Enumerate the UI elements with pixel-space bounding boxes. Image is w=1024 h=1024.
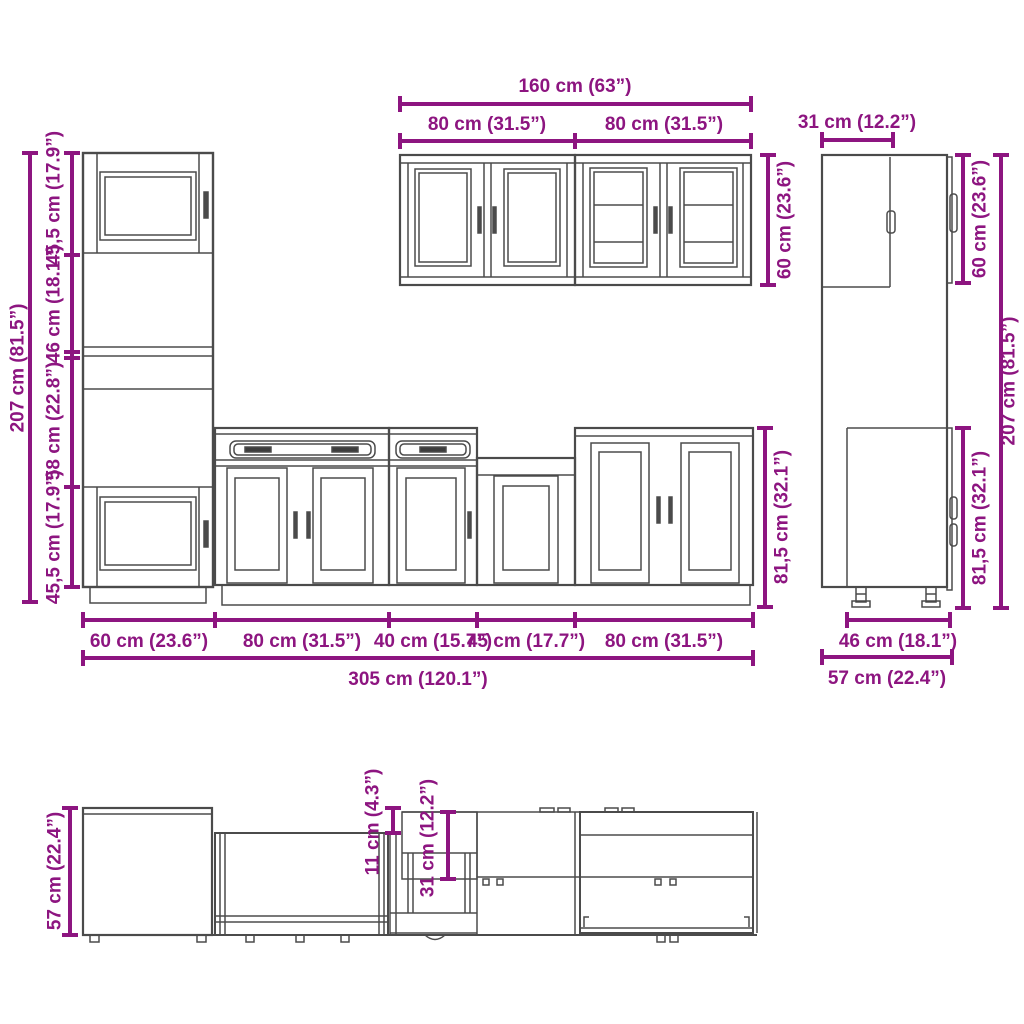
wall-right-handle-2 xyxy=(669,207,672,233)
tall-top-door-handle xyxy=(204,192,208,218)
dim-label-base-width-60: 60 cm (23.6”) xyxy=(89,631,209,652)
base-80b-handle-2 xyxy=(669,497,672,523)
dim-label-tall-total-height: 207 cm (81.5”) xyxy=(7,303,29,433)
side-view xyxy=(822,155,957,607)
dim-line-side-base-height xyxy=(955,428,971,608)
base-row-plinth xyxy=(222,585,750,605)
drawer-handle-3 xyxy=(420,447,446,452)
dim-line-wall-segments xyxy=(400,133,751,149)
wall-left-handle-2 xyxy=(493,207,496,233)
dim-line-base-total xyxy=(83,650,753,666)
base-40-handle xyxy=(468,512,471,538)
tall-bottom-door-handle xyxy=(204,521,208,547)
plan-tall-cabinet xyxy=(83,808,212,942)
linework xyxy=(83,153,957,942)
dim-label-side-depth-top: 31 cm (12.2”) xyxy=(797,112,917,133)
dim-label-tall-seg-middle: 58 cm (22.8”) xyxy=(43,361,65,481)
dim-line-plan-inner xyxy=(440,812,456,879)
plan-base-80-doors xyxy=(580,808,757,942)
dim-label-base-width-40: 40 cm (15.7”) xyxy=(373,631,493,652)
drawer-handle-2 xyxy=(332,447,358,452)
plan-base-45 xyxy=(477,808,580,935)
base-cabinet-80-doors xyxy=(575,428,753,585)
dim-label-side-base-depth: 46 cm (18.1”) xyxy=(838,631,958,652)
dimension-lines xyxy=(22,96,1009,935)
dim-label-base-width-45: 45 cm (17.7”) xyxy=(466,631,586,652)
base-80b-handle-1 xyxy=(657,497,660,523)
dim-line-side-base-depth xyxy=(847,612,950,628)
dim-label-base-width-80b: 80 cm (31.5”) xyxy=(604,631,724,652)
dim-line-left-segments xyxy=(64,153,80,587)
base-80-handle-2 xyxy=(307,512,310,538)
dim-line-wall-total xyxy=(400,96,751,112)
dim-label-tall-seg-open: 46 cm (18.1”) xyxy=(43,244,65,364)
wall-right-glass-door-1 xyxy=(590,168,647,267)
wall-right-glass-door-2 xyxy=(680,168,737,267)
tall-plinth xyxy=(90,587,206,603)
base-cabinet-40 xyxy=(389,428,477,585)
dim-label-base-height: 81,5 cm (32.1”) xyxy=(771,449,793,585)
dim-label-plan-inner: 31 cm (12.2”) xyxy=(417,778,439,898)
tall-top-door xyxy=(100,172,208,240)
wall-cabinets-front xyxy=(400,155,751,285)
dim-label-wall-height: 60 cm (23.6”) xyxy=(774,160,796,280)
dim-label-side-total-height: 207 cm (81.5”) xyxy=(998,316,1020,446)
base-80-handle-1 xyxy=(294,512,297,538)
dim-label-wall-left-width: 80 cm (31.5”) xyxy=(427,114,547,135)
dim-line-base-segments xyxy=(83,612,753,628)
dim-label-base-width-80a: 80 cm (31.5”) xyxy=(242,631,362,652)
wall-left-door-2 xyxy=(504,169,560,266)
dim-label-tall-seg-top: 45,5 cm (17.9”) xyxy=(43,130,65,266)
side-legs xyxy=(852,587,940,607)
base-cabinet-45 xyxy=(477,458,575,585)
dim-label-wall-total-width: 160 cm (63”) xyxy=(518,76,632,97)
wall-left-door-1 xyxy=(415,169,471,266)
dim-line-side-depth-top xyxy=(822,132,893,148)
dim-label-side-base-height: 81,5 cm (32.1”) xyxy=(969,450,991,586)
wall-right-handle-1 xyxy=(654,207,657,233)
dimension-labels xyxy=(8,76,1020,930)
dim-label-plan-depth: 57 cm (22.4”) xyxy=(44,811,66,931)
drawer-handle-1 xyxy=(245,447,271,452)
side-base-handle-1 xyxy=(950,497,957,519)
tall-cabinet-front xyxy=(83,153,213,603)
dim-label-base-total-width: 305 cm (120.1”) xyxy=(348,669,488,690)
dim-label-side-wall-height: 60 cm (23.6”) xyxy=(969,159,991,279)
dim-label-plan-offset: 11 cm (4.3”) xyxy=(362,768,384,876)
side-wall-handle xyxy=(950,194,957,232)
dim-label-wall-right-width: 80 cm (31.5”) xyxy=(604,114,724,135)
dim-label-side-total-depth: 57 cm (22.4”) xyxy=(827,668,947,689)
wall-left-handle-1 xyxy=(478,207,481,233)
dim-label-tall-seg-bottom: 45,5 cm (17.9”) xyxy=(43,469,65,605)
base-row-front xyxy=(215,428,753,605)
side-base-handle-2 xyxy=(950,524,957,546)
tall-bottom-door xyxy=(100,497,208,570)
dim-line-base-height xyxy=(757,428,773,607)
dim-line-wall-height xyxy=(760,155,776,285)
base-cabinet-80-drawer xyxy=(215,428,389,585)
dim-line-plan-offset xyxy=(385,808,401,833)
side-wall-door-handle xyxy=(887,211,895,233)
